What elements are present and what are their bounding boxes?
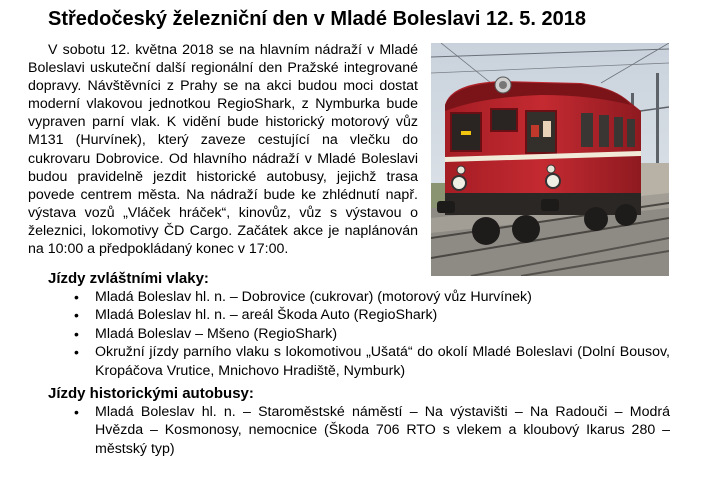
railcar-photo xyxy=(431,43,669,276)
special-trains-heading: Jízdy zvláštními vlaky: xyxy=(48,270,209,287)
historic-buses-heading: Jízdy historickými autobusy: xyxy=(48,385,254,402)
list-item: • Mladá Boleslav hl. n. – Staroměstské náměstí – Na výstavišti – Na Radouči – Modrá Hvězda – Kosmonosy, nemocnice (Škoda 706 RTO s vlekem a kloubový Ikarus 280 – městský typ) xyxy=(48,403,670,458)
list-item: • Mladá Boleslav hl. n. – Dobrovice (cukrovar) (motorový vůz Hurvínek) xyxy=(48,288,670,306)
list-item: • Okružní jízdy parního vlaku s lokomotivou „Ušatá“ do okolí Mladé Boleslavi (Dolní Bousov, Kropáčova Vrutice, Mnichovo Hradiště, Nymburk) xyxy=(48,343,670,380)
page-title: Středočeský železniční den v Mladé Boleslavi 12. 5. 2018 xyxy=(48,8,587,30)
historic-buses-list xyxy=(48,403,670,458)
intro-paragraph: V sobotu 12. května 2018 se na hlavním nádraží v Mladé Boleslavi uskuteční další regionální den Pražské integrované dopravy. Návštěvníci z Prahy se na akci budou moci dostat moderní vlakovou jednotkou RegioShark, z Nymburka bude vypraven parní vlak. K vidění bude historický motorový vůz M131 (Hurvínek), který zaveze cestující na vlečku do cukrovaru Dobrovice. Od hlavního nádraží v Mladé Boleslavi budou pravidelně jezdit historické autobusy, jejichž trasa povede centrem města. Na nádraží bude ke zhlédnutí např. výstava vozů „Vláček hráček“, kinovůz, vůz s výstavou o železnici, lokomotivy ČD Cargo. Začátek akce je naplánován na 10:00 a předpokládaný konec v 17:00. xyxy=(28,42,418,258)
list-item: • Mladá Boleslav hl. n. – areál Škoda Auto (RegioShark) xyxy=(48,306,670,324)
special-trains-list xyxy=(48,288,670,380)
list-item: • Mladá Boleslav – Mšeno (RegioShark) xyxy=(48,325,670,343)
